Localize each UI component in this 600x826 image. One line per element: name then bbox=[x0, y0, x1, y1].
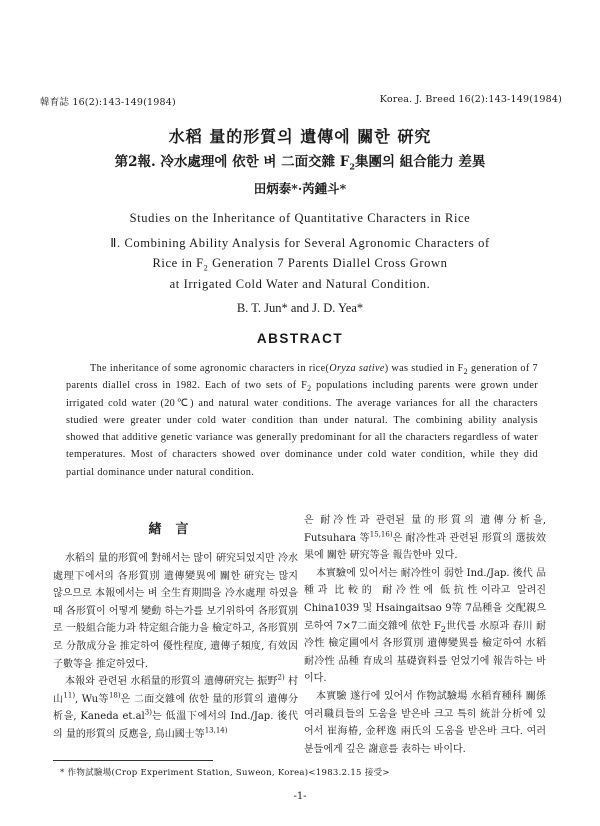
abstract-subscript: 2 bbox=[463, 367, 469, 377]
subtitle-text-end: 集團의 組合能力 差異 bbox=[354, 154, 486, 170]
introduction-right-column bbox=[304, 512, 546, 758]
intro-paragraph-1: 水稻의 量的形質에 對해서는 많이 硏究되었지만 冷水處理下에서의 各形質別 遺傳變異에 關한 硏究는 많지 않으므로 本報에서는 벼 全生育期間을 冷水處理 하였을때 各形質이 어떻게 變動 하는가를 보기위하여 各形質別로 一般組合能力과 特定組合能力을 檢定하고, 各形質別로 分散成分을 推定하여 優性程度, 遺傳子頻度, 有效因子數等을 推定하였다. bbox=[53, 553, 298, 670]
title-english-line-2: Ⅱ. Combining Ability Analysis for Several Agronomic Characters of bbox=[110, 236, 490, 250]
abstract-text: generation of 7 parents diallel cross in 1982. Each of two sets of F bbox=[66, 363, 538, 392]
authors-english: B. T. Jun* and J. D. Yea* bbox=[236, 301, 364, 315]
intro-subscript: 2 bbox=[440, 624, 446, 634]
intro-text: 村山 bbox=[53, 676, 298, 705]
introduction-left-column bbox=[53, 550, 298, 744]
reference-marker: 13,14) bbox=[204, 726, 228, 735]
paper-subtitle-korean bbox=[0, 150, 600, 170]
species-name: Oryza sative bbox=[329, 363, 385, 374]
title-english-line-1: Studies on the Inheritance of Quantitative Characters in Rice bbox=[129, 211, 471, 225]
journal-citation-right: Korea. J. Breed 16(2):143-149(1984) bbox=[379, 94, 562, 105]
journal-citation-left: 韓育誌 16(2):143-149(1984) bbox=[40, 97, 176, 108]
reference-marker: 18) bbox=[108, 691, 121, 700]
intro-text: 은 耐冷性과 관련된 量的形質의 遺傳分析을, Futsuhara 等 bbox=[304, 515, 546, 544]
introduction-heading: 緖言 bbox=[148, 522, 203, 537]
intro-text: 本實驗에 있어서는 耐冷性이 弱한 Ind./Jap. 後代 品種과 比較的 耐冷性에 低抗性이라고 알려진 China1039 및 Hsaingaitsao 9等 7品種을 交配親으로하여 7×7二面交雜에 依한 F bbox=[304, 567, 546, 632]
title-english-line-3 bbox=[0, 256, 600, 271]
abstract-text: ) was studied in F bbox=[384, 363, 464, 374]
page-number: -1- bbox=[293, 791, 307, 802]
abstract-body bbox=[66, 360, 538, 481]
intro-text: 는 低溫下에서의 Ind./Jap. 後代의 量的形質의 反應을, 鳥山國士等 bbox=[53, 711, 298, 740]
reference-marker: 2) bbox=[277, 673, 285, 682]
abstract-subscript: 2 bbox=[307, 384, 312, 394]
intro-text: , Wu等 bbox=[75, 693, 109, 705]
subtitle-subscript: 2 bbox=[349, 161, 355, 172]
intro-paragraph-2 bbox=[53, 673, 298, 743]
intro-paragraph-continued bbox=[304, 512, 546, 565]
intro-paragraph-3 bbox=[304, 565, 546, 688]
reference-marker: 11) bbox=[63, 691, 76, 700]
abstract-paragraph bbox=[66, 360, 538, 481]
acknowledgement-paragraph: 本實驗 遂行에 있어서 作物試驗場 水稻育種科 關係 여러職員들의 도움을 받은바 크고 특히 統計分析에 있어서 崔海椿, 金秤逸 兩氏의 도움을 받은바 크다. 여러분들에게 깊은 謝意를 表하는 바이다. bbox=[304, 690, 546, 755]
reference-marker: 15,16) bbox=[369, 530, 393, 539]
abstract-text: populations including parents were grown under irrigated cold water (20℃) and natural water conditions. The average variances for all the characters studied were greater under cold water condition than under natural. The combining ability analysis showed that additive genetic variance was generally predominant for all the characters regardless of water temperatures. Most of characters showed over dominance under cold water condition, while they did partial dominance under natural condition. bbox=[66, 380, 538, 478]
subtitle-text: 第2報. 冷水處理에 依한 벼 二面交雜 F bbox=[114, 154, 350, 170]
intro-text: 은 二面交雜에 依한 量的形質의 遺傳分析을, Kaneda et.al bbox=[53, 693, 299, 723]
authors-korean: 田炳泰*·芮鍾斗* bbox=[253, 181, 347, 196]
title-en-line3-text-end: Generation 7 Parents Diallel Cross Grown bbox=[208, 256, 448, 270]
paper-title-korean: 水稻 量的形質의 遺傳에 關한 硏究 bbox=[168, 127, 432, 146]
abstract-text: The inheritance of some agronomic characters in rice( bbox=[90, 363, 330, 374]
footnote-divider bbox=[53, 760, 213, 761]
reference-marker: 3) bbox=[144, 709, 152, 718]
title-english-line-4: at Irrigated Cold Water and Natural Condition. bbox=[169, 277, 431, 291]
abstract-heading: ABSTRACT bbox=[256, 331, 344, 346]
title-en-subscript: 2 bbox=[203, 263, 209, 273]
intro-text: 本報와 관련된 水稻量的形質의 遺傳硏究는 振野 bbox=[65, 676, 278, 688]
intro-text: 世代를 水原과 春川 耐冷性 檢定圃에서 各形質別 遺傳變異를 檢定하여 水稻 耐冷性 品種 育成의 基礎資料를 얻었기에 報告하는 바이다. bbox=[304, 620, 546, 685]
affiliation-footnote: * 作物試驗場(Crop Experiment Station, Suweon, Korea)<1983.2.15 接受> bbox=[60, 768, 390, 778]
intro-text: 은 耐冷性과 관련된 形質의 選拔效果에 關한 硏究等을 報告한바 있다. bbox=[304, 532, 546, 562]
title-en-line3-text: Rice in F bbox=[152, 256, 204, 270]
